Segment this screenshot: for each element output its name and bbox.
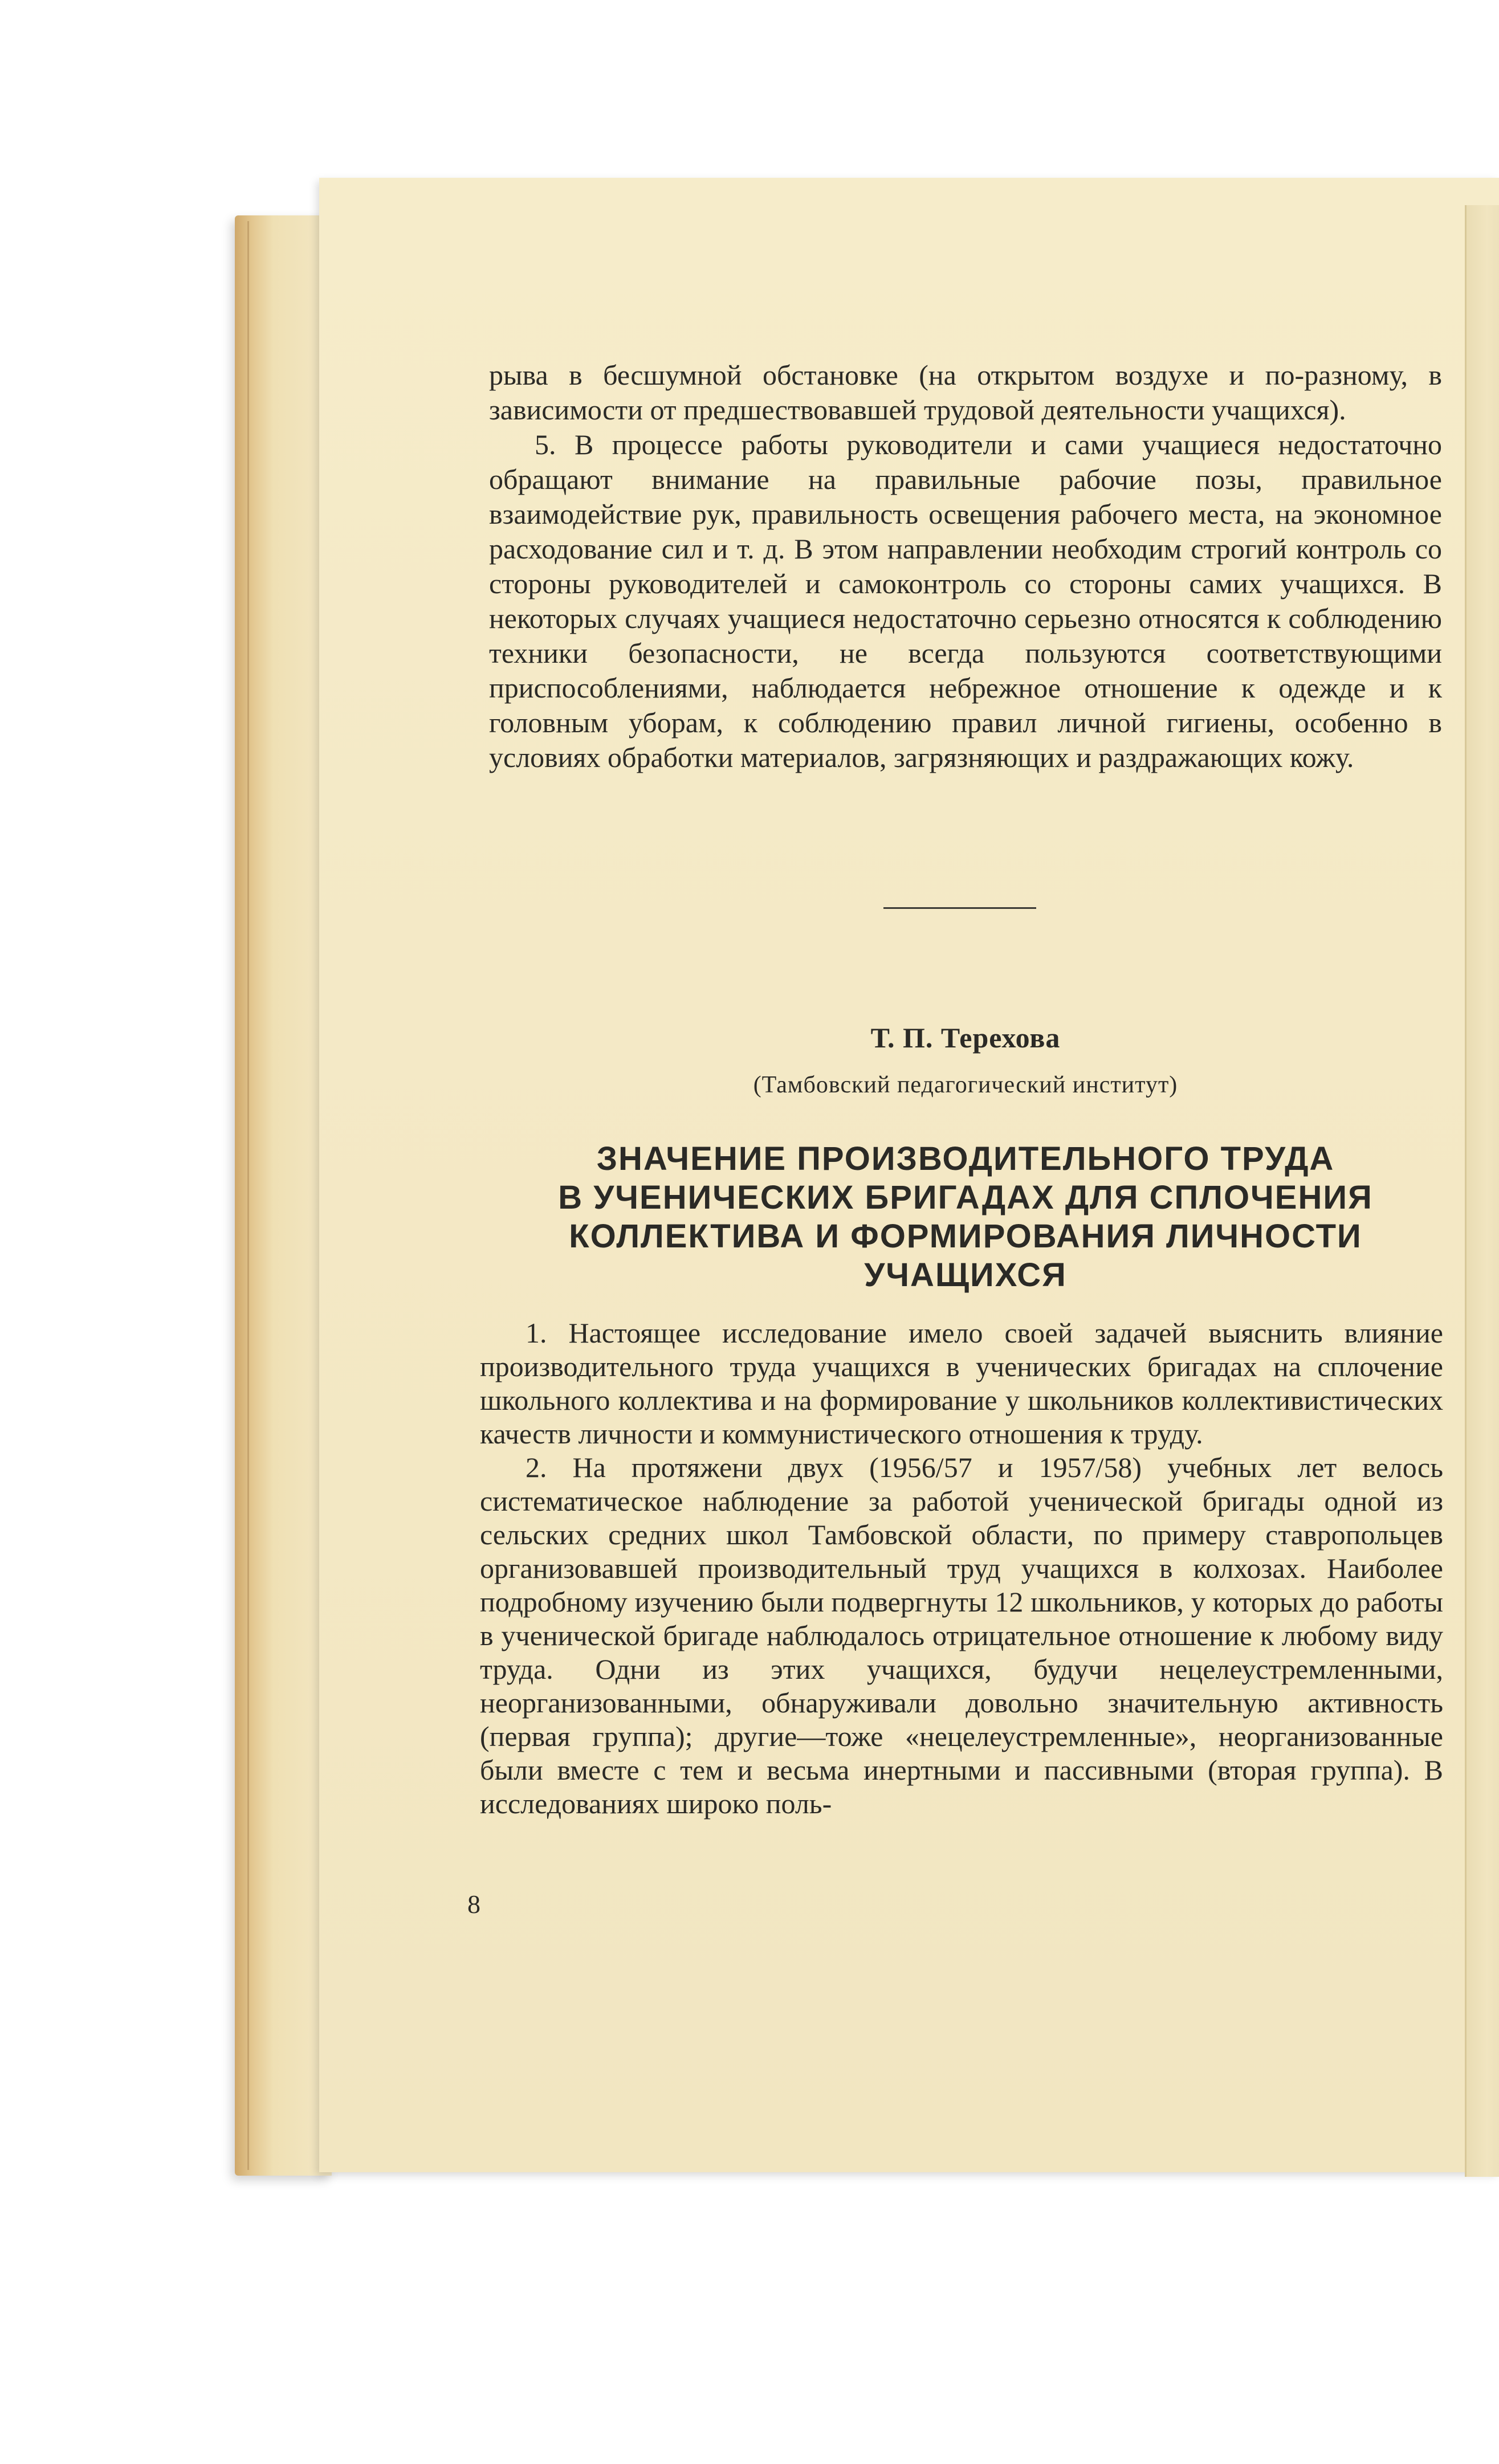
next-page-edge: [1465, 205, 1499, 2177]
title-line: УЧАЩИХСЯ: [864, 1257, 1067, 1294]
title-line: В УЧЕНИЧЕСКИХ БРИГАДАХ ДЛЯ СПЛОЧЕНИЯ: [558, 1179, 1373, 1216]
title-line: ЗНАЧЕНИЕ ПРОИЗВОДИТЕЛЬНОГО ТРУДА: [596, 1140, 1335, 1177]
paragraph-5: 5. В процессе работы руководители и сами учащиеся недостаточно обращают внимание на правильные рабочие позы, правильное взаимодействие рук, правильность освещения рабочего места, на экономное расходование сил и т. д. В этом направлении необходим строгий контроль со стороны руководителей и самоконтроль со стороны самих учащихся. В некоторых случаях учащиеся недостаточно серьезно относятся к соблюдению техники безопасности, не всегда пользуются соответствующими приспособлениями, наблюдается небрежное отношение к одежде и к головным уборам, к соблюдению правил личной гигиены, особенно в условиях обработки материалов, загрязняющих и раздражающих кожу.: [489, 429, 1442, 773]
paragraph-continued: рыва в бесшумной обстановке (на открытом воздухе и по-разному, в зависимости от предшествовавшей трудовой деятельности учащихся).: [489, 359, 1442, 426]
page-number: 8: [467, 1890, 480, 1919]
top-text-block: [489, 358, 1442, 775]
booklet-edge: [235, 215, 332, 2176]
paragraph-1: 1. Настоящее исследование имело своей задачей выяснить влияние производительного труда учащихся в ученических бригадах на сплочение школьного коллектива и на формирование у школьников коллективистических качеств личности и коммунистического отношения к труду.: [480, 1317, 1443, 1450]
article-author: Т. П. Терехова: [870, 1022, 1061, 1054]
author-affiliation: (Тамбовский педагогический институт): [753, 1072, 1178, 1098]
article-title: [489, 1140, 1442, 1295]
section-divider: [883, 907, 1036, 909]
title-line: КОЛЛЕКТИВА И ФОРМИРОВАНИЯ ЛИЧНОСТИ: [569, 1218, 1362, 1255]
article-body: [480, 1316, 1443, 1821]
paragraph-2: 2. На протяжени двух (1956/57 и 1957/58) учебных лет велось систематическое наблюдение за работой ученической бригады одной из сельских средних школ Тамбовской области, по примеру ставропольцев организовавшей производительный труд учащихся в колхозах. Наиболее подробному изучению были подвергнуты 12 школьников, у которых до работы в ученической бригаде наблюдалось отрицательное отношение к любому виду труда. Одни из этих учащихся, будучи нецелеустремленными, неорганизованными, обнаруживали довольно значительную активность (первая группа); другие—тоже «нецелеустремленные», неорганизованные были вместе с тем и весьма инертными и пассивными (вторая группа). В исследованиях широко поль-: [480, 1451, 1443, 1820]
